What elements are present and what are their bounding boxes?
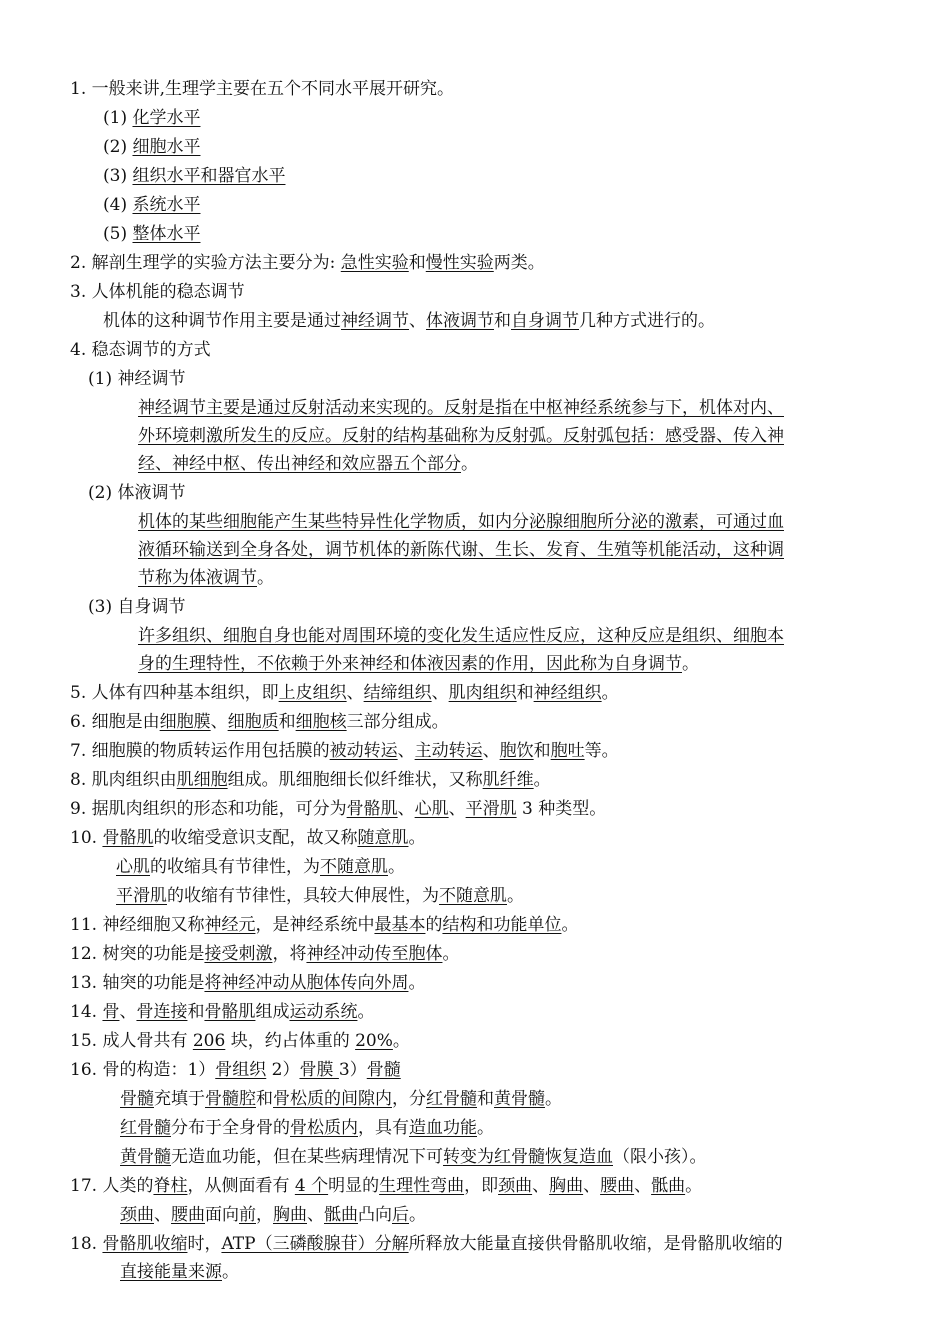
underlined-answer: 平滑肌 — [465, 799, 517, 819]
text-segment: 。 — [409, 1205, 426, 1225]
text-segment: ，是神经系统中 — [255, 915, 375, 935]
text-line — [138, 397, 784, 419]
text-segment: 16. 骨的构造：1） — [70, 1060, 216, 1080]
underlined-answer: 神经元 — [204, 915, 256, 935]
text-segment: (2) 体液调节 — [88, 483, 186, 503]
text-segment: 几种方式进行的。 — [579, 311, 715, 331]
text-segment: 组成 — [255, 1002, 290, 1022]
underlined-answer: 4 个 — [294, 1176, 329, 1196]
text-line — [138, 539, 784, 561]
underlined-answer: 骨松质的间隙内 — [273, 1089, 392, 1109]
text-segment: 、 — [583, 1176, 601, 1196]
underlined-answer: 结缔组织 — [363, 683, 432, 703]
underlined-answer: 颈曲 — [120, 1205, 154, 1225]
text-segment: (5) — [103, 224, 133, 244]
underlined-answer: 神经组织 — [533, 683, 602, 703]
underlined-answer: 不随意肌 — [320, 857, 388, 877]
text-segment: 充填于 — [154, 1089, 205, 1109]
text-line — [138, 511, 784, 533]
underlined-answer: 造血功能 — [409, 1118, 477, 1138]
underlined-answer: 液循环输送到全身各处，调节机体的新陈代谢、生长、发育、生殖等机能活动，这种调 — [138, 540, 784, 560]
underlined-answer: 身的生理特性，不依赖于外来神经和体液因素的作用，因此称为自身调节 — [138, 654, 682, 674]
text-segment: 。 — [561, 915, 579, 935]
underlined-answer: 黄骨髓 — [494, 1089, 545, 1109]
text-segment: 组成。肌细胞细长似纤维状，又称 — [227, 770, 483, 790]
text-segment: (1) 神经调节 — [88, 369, 186, 389]
text-segment: (3) 自身调节 — [88, 597, 186, 617]
text-line — [70, 1059, 401, 1081]
text-segment: 。 — [392, 1031, 410, 1051]
text-segment: 、 — [448, 799, 466, 819]
text-line — [70, 972, 425, 994]
text-segment: 分布于全身骨的 — [171, 1118, 290, 1138]
underlined-answer: 胞吐 — [550, 741, 585, 761]
underlined-answer: 不随意肌 — [439, 886, 507, 906]
underlined-answer: 骶曲 — [324, 1205, 358, 1225]
text-segment: 3 种类型。 — [516, 799, 607, 819]
text-line — [138, 453, 478, 475]
text-line — [103, 223, 200, 245]
text-segment: 的收缩受意识支配，故又称 — [153, 828, 358, 848]
underlined-answer: 颈曲 — [498, 1176, 533, 1196]
text-segment: （限小孩）。 — [613, 1147, 707, 1167]
underlined-answer: 肌细胞 — [176, 770, 228, 790]
text-line — [70, 281, 245, 303]
underlined-answer: 体液调节 — [426, 311, 494, 331]
text-segment: 、 — [397, 741, 415, 761]
underlined-answer: 细胞水平 — [132, 137, 201, 157]
underlined-answer: 整体水平 — [132, 224, 201, 244]
underlined-answer: 将神经冲动从胞体传向外周 — [204, 973, 409, 993]
text-segment: 、 — [634, 1176, 652, 1196]
underlined-answer: 骨髓 — [120, 1089, 154, 1109]
text-segment: 。 — [507, 886, 524, 906]
text-segment: ，将 — [272, 944, 307, 964]
underlined-answer: 骨骼肌 — [102, 828, 154, 848]
text-segment: 的 — [425, 915, 443, 935]
text-segment: 10. — [70, 828, 103, 848]
text-segment: 无造血功能，但在某些病理情况下可 — [171, 1147, 443, 1167]
text-segment: 4. 稳态调节的方式 — [70, 340, 211, 360]
text-segment: 1. 一般来讲,生理学主要在五个不同水平展开研究。 — [70, 79, 455, 99]
text-segment: 。 — [408, 828, 426, 848]
text-segment: ，分 — [392, 1089, 426, 1109]
underlined-answer: 心肌 — [116, 857, 150, 877]
underlined-answer: 胸曲 — [273, 1205, 307, 1225]
underlined-answer: 肌纤维 — [482, 770, 534, 790]
text-segment: 和 — [256, 1089, 273, 1109]
underlined-answer: 系统水平 — [132, 195, 201, 215]
text-segment: 、 — [397, 799, 415, 819]
text-segment: 和 — [494, 311, 511, 331]
text-segment: 2. 解剖生理学的实验方法主要分为: — [70, 253, 341, 273]
text-line — [70, 78, 454, 100]
underlined-answer: 节称为体液调节 — [138, 568, 257, 588]
text-segment: (1) — [103, 108, 133, 128]
text-line — [70, 914, 578, 936]
text-line — [70, 769, 551, 791]
text-line — [120, 1204, 426, 1226]
text-segment: 、 — [307, 1205, 324, 1225]
underlined-answer: 206 — [192, 1031, 226, 1051]
text-segment: 3. 人体机能的稳态调节 — [70, 282, 245, 302]
underlined-answer: 最基本 — [374, 915, 426, 935]
underlined-answer: 平滑肌 — [116, 886, 167, 906]
underlined-answer: 脊柱 — [153, 1176, 188, 1196]
text-line — [70, 798, 606, 820]
text-segment: 和 — [408, 253, 426, 273]
text-segment: 两类。 — [493, 253, 545, 273]
text-line — [70, 1001, 374, 1023]
text-segment: (3) — [103, 166, 133, 186]
text-segment: 、 — [210, 712, 228, 732]
text-segment: 时， — [187, 1234, 222, 1254]
text-line — [116, 856, 405, 878]
text-segment: 14. — [70, 1002, 103, 1022]
underlined-answer: 骨 — [102, 1002, 120, 1022]
text-segment: 。 — [357, 1002, 375, 1022]
text-segment: 5. 人体有四种基本组织，即 — [70, 683, 279, 703]
underlined-answer: 神经调节 — [341, 311, 409, 331]
text-segment: 、 — [154, 1205, 171, 1225]
text-segment: ，即 — [464, 1176, 499, 1196]
text-segment: 机体的这种调节作用主要是通过 — [103, 311, 341, 331]
underlined-answer: 神经冲动传至胞体 — [306, 944, 443, 964]
underlined-answer: 心肌 — [414, 799, 449, 819]
underlined-answer: 主动转运 — [414, 741, 483, 761]
underlined-answer: 神经调节主要是通过反射活动来实现的。反射是指在中枢神经系统参与下，机体对内、 — [138, 398, 784, 418]
text-segment: 面向 — [205, 1205, 239, 1225]
text-segment: 、 — [482, 741, 500, 761]
text-line — [138, 653, 699, 675]
text-line — [138, 625, 784, 647]
underlined-answer: 腰曲 — [171, 1205, 205, 1225]
underlined-answer: 红骨髓 — [426, 1089, 477, 1109]
text-line — [138, 425, 784, 447]
underlined-answer: 胞饮 — [499, 741, 534, 761]
text-segment: 18. — [70, 1234, 103, 1254]
underlined-answer: 机体的某些细胞能产生某些特异性化学物质，如内分泌腺细胞所分泌的激素，可通过血 — [138, 512, 784, 532]
text-segment: 。 — [682, 654, 699, 674]
text-line — [70, 339, 211, 361]
text-segment: ， — [256, 1205, 273, 1225]
text-segment: 7. 细胞膜的物质转运作用包括膜的 — [70, 741, 330, 761]
text-line — [116, 885, 524, 907]
underlined-answer: 骨组织 — [215, 1060, 267, 1080]
text-segment: 。 — [257, 568, 274, 588]
text-segment: 等。 — [584, 741, 619, 761]
underlined-answer: 生理性弯曲 — [379, 1176, 465, 1196]
underlined-answer: 骨骼肌 — [346, 799, 398, 819]
text-segment: 11. 神经细胞又称 — [70, 915, 205, 935]
underlined-answer: 黄骨髓 — [120, 1147, 171, 1167]
text-line — [70, 252, 545, 274]
text-segment: 和 — [278, 712, 296, 732]
text-line — [70, 1233, 783, 1255]
underlined-answer: 骶曲 — [651, 1176, 686, 1196]
text-segment: 、 — [431, 683, 449, 703]
underlined-answer: 转变为红骨髓恢复造血 — [443, 1147, 613, 1167]
underlined-answer: 直接能量来源 — [120, 1262, 222, 1282]
text-segment: 2） — [266, 1060, 300, 1080]
underlined-answer: 组织水平和器官水平 — [132, 166, 286, 186]
text-segment: 和 — [516, 683, 534, 703]
text-segment: 所释放大能量直接供骨骼肌收缩，是骨骼肌收缩的 — [408, 1234, 783, 1254]
text-segment: 9. 据肌肉组织的形态和功能，可分为 — [70, 799, 347, 819]
text-segment: 。 — [545, 1089, 562, 1109]
text-line — [120, 1088, 562, 1110]
underlined-answer: 化学水平 — [132, 108, 201, 128]
underlined-answer: 结构和功能单位 — [442, 915, 562, 935]
text-segment: 。 — [408, 973, 426, 993]
underlined-answer: 细胞核 — [295, 712, 347, 732]
text-line — [70, 711, 449, 733]
text-segment: 。 — [685, 1176, 703, 1196]
text-line — [70, 827, 425, 849]
text-segment: 12. 树突的功能是 — [70, 944, 205, 964]
text-segment: 。 — [222, 1262, 239, 1282]
text-segment: 13. 轴突的功能是 — [70, 973, 205, 993]
text-line — [120, 1117, 494, 1139]
underlined-answer: 许多组织、细胞自身也能对周围环境的变化发生适应性反应，这种反应是组织、细胞本 — [138, 626, 784, 646]
underlined-answer: 细胞质 — [227, 712, 279, 732]
text-segment: ，具有 — [358, 1118, 409, 1138]
text-segment: 。 — [442, 944, 460, 964]
underlined-answer: 腰曲 — [600, 1176, 635, 1196]
text-line — [70, 1030, 410, 1052]
text-segment: 3） — [338, 1060, 367, 1080]
underlined-answer: 红骨髓 — [120, 1118, 171, 1138]
underlined-answer: 自身调节 — [511, 311, 579, 331]
underlined-answer: 前 — [239, 1205, 256, 1225]
text-segment: (2) — [103, 137, 133, 157]
text-line — [120, 1146, 707, 1168]
underlined-answer: 骨髓腔 — [205, 1089, 256, 1109]
text-line — [88, 596, 185, 618]
text-segment: 的收缩具有节律性，为 — [150, 857, 320, 877]
text-segment: 、 — [532, 1176, 550, 1196]
text-segment: 凸向 — [358, 1205, 392, 1225]
text-segment: 三部分组成。 — [346, 712, 449, 732]
text-segment: 和 — [187, 1002, 205, 1022]
text-segment: 。 — [477, 1118, 494, 1138]
text-segment: 。 — [388, 857, 405, 877]
text-segment: 和 — [533, 741, 551, 761]
underlined-answer: 细胞膜 — [159, 712, 211, 732]
text-line — [138, 567, 274, 589]
underlined-answer: 胸曲 — [549, 1176, 584, 1196]
underlined-answer: 肌肉组织 — [448, 683, 517, 703]
text-line — [88, 368, 185, 390]
text-line — [120, 1261, 239, 1283]
underlined-answer: 骨膜 — [299, 1060, 339, 1080]
text-line — [103, 165, 285, 187]
text-segment: 、 — [346, 683, 364, 703]
underlined-answer: 骨连接 — [136, 1002, 188, 1022]
underlined-answer: 急性实验 — [340, 253, 409, 273]
text-segment: 17. 人类的 — [70, 1176, 154, 1196]
text-segment: 的收缩有节律性，具较大伸展性，为 — [167, 886, 439, 906]
text-line — [88, 482, 185, 504]
text-line — [103, 107, 200, 129]
underlined-answer: 接受刺激 — [204, 944, 273, 964]
text-segment: 15. 成人骨共有 — [70, 1031, 193, 1051]
underlined-answer: 上皮组织 — [278, 683, 347, 703]
text-segment: ，从侧面看有 — [187, 1176, 295, 1196]
underlined-answer: 经、神经中枢、传出神经和效应器五个部分 — [138, 454, 461, 474]
text-segment: 。 — [601, 683, 619, 703]
text-segment: 、 — [119, 1002, 137, 1022]
text-line — [70, 943, 459, 965]
text-segment: 8. 肌肉组织由 — [70, 770, 177, 790]
text-segment: 。 — [461, 454, 478, 474]
text-line — [70, 1175, 702, 1197]
text-segment: (4) — [103, 195, 133, 215]
text-segment: 6. 细胞是由 — [70, 712, 160, 732]
underlined-answer: 外环境刺激所发生的反应。反射的结构基础称为反射弧。反射弧包括：感受器、传入神 — [138, 426, 784, 446]
text-segment: 。 — [533, 770, 551, 790]
underlined-answer: 慢性实验 — [425, 253, 494, 273]
text-line — [103, 194, 200, 216]
text-line — [103, 310, 715, 332]
underlined-answer: 骨髓 — [366, 1060, 401, 1080]
underlined-answer: ATP（三磷酸腺苷）分解 — [221, 1234, 409, 1254]
underlined-answer: 运动系统 — [289, 1002, 358, 1022]
underlined-answer: 被动转运 — [329, 741, 398, 761]
text-segment: 、 — [409, 311, 426, 331]
text-segment: 和 — [477, 1089, 494, 1109]
text-segment: 明显的 — [328, 1176, 380, 1196]
text-line — [70, 682, 619, 704]
underlined-answer: 骨骼肌 — [204, 1002, 256, 1022]
underlined-answer: 后 — [392, 1205, 409, 1225]
text-line — [70, 740, 619, 762]
underlined-answer: 骨骼肌收缩 — [102, 1234, 188, 1254]
underlined-answer: 随意肌 — [357, 828, 409, 848]
text-segment: 块，约占体重的 — [225, 1031, 356, 1051]
underlined-answer: 骨松质内 — [290, 1118, 358, 1138]
text-line — [103, 136, 200, 158]
underlined-answer: 20% — [355, 1031, 393, 1051]
